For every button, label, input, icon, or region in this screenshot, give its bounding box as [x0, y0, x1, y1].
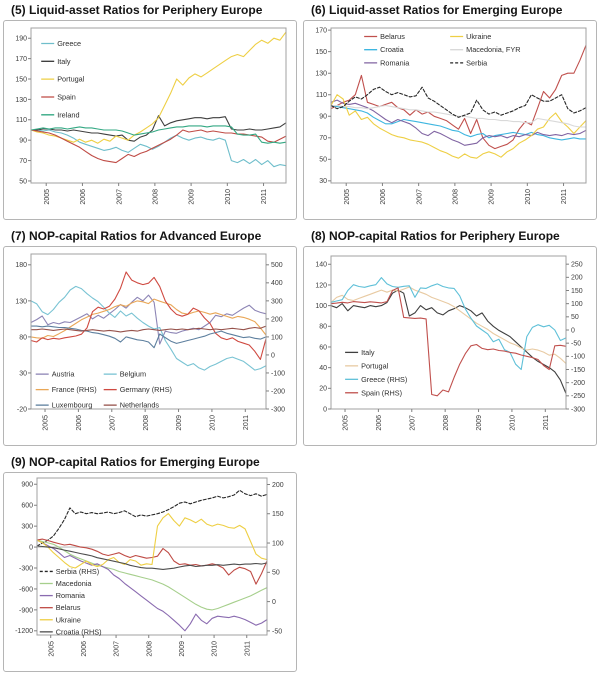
svg-text:140: 140 — [315, 261, 327, 269]
legend-label-serbia: Serbia — [466, 58, 488, 68]
svg-text:70: 70 — [319, 135, 327, 143]
legend-label-luxembourg: Luxembourg — [51, 400, 93, 410]
svg-text:900: 900 — [21, 481, 33, 489]
svg-text:2005: 2005 — [342, 415, 350, 431]
chart-panel-7 — [1, 228, 299, 446]
svg-text:100: 100 — [271, 334, 283, 342]
svg-text:2005: 2005 — [48, 641, 56, 657]
svg-text:2010: 2010 — [211, 641, 219, 657]
y-axis-left — [15, 482, 37, 636]
svg-text:250: 250 — [571, 261, 583, 269]
svg-text:-300: -300 — [18, 565, 33, 573]
chart-panel-5 — [1, 2, 299, 220]
chart-box — [3, 20, 297, 220]
x-axis — [43, 409, 250, 431]
svg-text:500: 500 — [271, 262, 283, 270]
svg-text:30: 30 — [19, 370, 27, 378]
chart-title: (6) Liquid-asset Ratios for Emerging Europe — [311, 3, 563, 17]
svg-text:300: 300 — [271, 298, 283, 306]
svg-text:120: 120 — [315, 282, 327, 290]
svg-text:130: 130 — [15, 298, 27, 306]
legend-label-greece: Greece — [57, 39, 82, 48]
svg-text:80: 80 — [19, 334, 27, 342]
svg-text:2011: 2011 — [561, 189, 569, 205]
svg-text:2010: 2010 — [509, 415, 517, 431]
svg-text:80: 80 — [319, 323, 327, 331]
chart-title: (7) NOP-capital Ratios for Advanced Europe — [11, 229, 262, 243]
chart-title: (5) Liquid-asset Ratios for Periphery Europe — [11, 3, 263, 17]
line-chart — [304, 21, 596, 217]
x-axis — [344, 183, 568, 205]
svg-text:2007: 2007 — [416, 189, 424, 205]
chart-box — [3, 472, 297, 672]
svg-text:50: 50 — [571, 314, 579, 322]
svg-text:-200: -200 — [271, 388, 286, 396]
legend-label-france-rhs: France (RHS) — [51, 385, 97, 395]
svg-text:-300: -300 — [271, 406, 286, 414]
svg-text:200: 200 — [571, 274, 583, 282]
line-chart — [4, 247, 296, 443]
svg-text:2010: 2010 — [224, 189, 232, 205]
svg-text:0: 0 — [571, 327, 575, 335]
legend-label-croatia-rhs: Croatia (RHS) — [55, 627, 102, 637]
legend-label-italy: Italy — [361, 347, 375, 357]
legend-label-ireland: Ireland — [57, 110, 80, 120]
chart-box — [303, 246, 597, 446]
svg-text:600: 600 — [21, 502, 33, 510]
legend-label-ukraine: Ukraine — [466, 32, 492, 42]
legend-label-macedonia-fyr: Macedonia, FYR — [466, 45, 521, 55]
legend-label-croatia: Croatia — [380, 45, 404, 55]
legend-label-belgium: Belgium — [119, 369, 147, 379]
svg-text:2009: 2009 — [188, 189, 196, 205]
svg-text:-50: -50 — [272, 628, 283, 636]
legend-label-austria: Austria — [51, 369, 75, 379]
legend-label-macedonia: Macedonia — [55, 579, 92, 589]
y-axis-left — [315, 28, 331, 186]
svg-text:2007: 2007 — [113, 641, 121, 657]
svg-text:50: 50 — [19, 178, 27, 186]
svg-text:90: 90 — [19, 137, 27, 145]
svg-text:100: 100 — [272, 540, 284, 548]
svg-text:40: 40 — [319, 365, 327, 373]
svg-text:200: 200 — [272, 481, 284, 489]
svg-text:130: 130 — [315, 70, 327, 78]
svg-text:2009: 2009 — [176, 415, 184, 431]
svg-text:2006: 2006 — [80, 189, 88, 205]
svg-text:2008: 2008 — [146, 641, 154, 657]
svg-text:170: 170 — [15, 55, 27, 63]
svg-text:90: 90 — [319, 113, 327, 121]
svg-text:2008: 2008 — [152, 189, 160, 205]
svg-text:100: 100 — [571, 301, 583, 309]
svg-text:170: 170 — [315, 27, 327, 35]
svg-text:2007: 2007 — [116, 189, 124, 205]
svg-text:-250: -250 — [571, 393, 586, 401]
legend-label-spain-rhs: Spain (RHS) — [361, 388, 403, 398]
svg-text:-50: -50 — [571, 340, 582, 348]
svg-text:100: 100 — [315, 303, 327, 311]
svg-text:0: 0 — [323, 406, 327, 414]
svg-text:2005: 2005 — [343, 189, 351, 205]
svg-text:2006: 2006 — [76, 415, 84, 431]
svg-text:150: 150 — [15, 76, 27, 84]
legend-label-italy: Italy — [57, 56, 71, 66]
svg-text:-100: -100 — [271, 370, 286, 378]
svg-text:2011: 2011 — [242, 415, 250, 431]
chart-panel-9 — [1, 454, 299, 672]
svg-text:-600: -600 — [18, 586, 33, 594]
legend-label-germany-rhs: Germany (RHS) — [119, 385, 173, 395]
svg-text:2005: 2005 — [42, 415, 50, 431]
svg-text:2006: 2006 — [80, 641, 88, 657]
svg-text:150: 150 — [272, 511, 284, 519]
legend-label-romania: Romania — [55, 591, 85, 601]
svg-text:2010: 2010 — [524, 189, 532, 205]
chart-box — [303, 20, 597, 220]
svg-text:2011: 2011 — [244, 641, 252, 657]
plot-area — [331, 256, 566, 409]
svg-text:110: 110 — [15, 117, 27, 125]
svg-text:150: 150 — [315, 49, 327, 57]
svg-text:-200: -200 — [571, 380, 586, 388]
svg-text:2011: 2011 — [261, 189, 269, 205]
svg-text:0: 0 — [29, 544, 33, 552]
svg-text:2005: 2005 — [43, 189, 51, 205]
legend-label-netherlands: Netherlands — [119, 400, 160, 410]
line-chart — [304, 247, 596, 443]
svg-text:2006: 2006 — [376, 415, 384, 431]
chart-panel-6 — [301, 2, 599, 220]
svg-text:-100: -100 — [571, 353, 586, 361]
svg-text:400: 400 — [271, 280, 283, 288]
plot-area — [31, 28, 286, 183]
svg-text:-150: -150 — [571, 366, 586, 374]
chart-box — [3, 246, 297, 446]
legend-label-ukraine: Ukraine — [55, 615, 81, 625]
plot-area — [331, 28, 586, 183]
svg-text:2009: 2009 — [476, 415, 484, 431]
x-axis — [44, 183, 268, 205]
svg-text:190: 190 — [15, 35, 27, 43]
svg-text:0: 0 — [272, 599, 276, 607]
svg-text:2007: 2007 — [109, 415, 117, 431]
y-axis-right — [266, 262, 285, 413]
svg-text:-1200: -1200 — [15, 628, 33, 636]
chart-title: (8) NOP-capital Ratios for Periphery Europe — [311, 229, 560, 243]
legend-label-belarus: Belarus — [380, 32, 405, 42]
svg-text:110: 110 — [315, 92, 327, 100]
svg-text:-20: -20 — [16, 406, 27, 414]
legend-label-spain: Spain — [57, 92, 76, 102]
svg-text:2008: 2008 — [142, 415, 150, 431]
y-axis-left — [15, 36, 31, 186]
svg-text:2010: 2010 — [209, 415, 217, 431]
svg-text:60: 60 — [319, 344, 327, 352]
chart-panel-8 — [301, 228, 599, 446]
svg-text:-900: -900 — [18, 607, 33, 615]
legend-label-portugal: Portugal — [57, 74, 85, 84]
svg-text:2008: 2008 — [452, 189, 460, 205]
svg-text:2009: 2009 — [179, 641, 187, 657]
x-axis — [48, 635, 251, 657]
svg-text:2008: 2008 — [442, 415, 450, 431]
svg-text:-300: -300 — [571, 406, 586, 414]
svg-text:300: 300 — [21, 523, 33, 531]
svg-text:2006: 2006 — [380, 189, 388, 205]
legend-label-portugal: Portugal — [361, 361, 389, 371]
legend-label-serbia-rhs: Serbia (RHS) — [55, 566, 100, 576]
line-chart — [4, 21, 296, 217]
legend-label-greece-rhs: Greece (RHS) — [361, 374, 408, 384]
chart-title: (9) NOP-capital Ratios for Emerging Europe — [11, 455, 260, 469]
y-axis-left — [15, 262, 31, 413]
svg-text:130: 130 — [15, 96, 27, 104]
svg-text:2007: 2007 — [409, 415, 417, 431]
svg-text:30: 30 — [319, 178, 327, 186]
svg-text:150: 150 — [571, 287, 583, 295]
svg-text:20: 20 — [319, 385, 327, 393]
svg-text:70: 70 — [19, 157, 27, 165]
legend-label-belarus: Belarus — [55, 603, 81, 613]
y-axis-left — [315, 262, 331, 414]
svg-text:2009: 2009 — [488, 189, 496, 205]
svg-text:50: 50 — [272, 569, 280, 577]
svg-text:50: 50 — [319, 156, 327, 164]
svg-text:200: 200 — [271, 316, 283, 324]
svg-text:0: 0 — [271, 352, 275, 360]
legend-label-romania: Romania — [380, 58, 410, 68]
svg-text:180: 180 — [15, 262, 27, 270]
svg-text:2011: 2011 — [542, 415, 550, 431]
y-axis-right — [267, 482, 284, 635]
x-axis — [343, 409, 550, 431]
y-axis-right — [566, 262, 585, 414]
line-chart — [4, 473, 296, 669]
